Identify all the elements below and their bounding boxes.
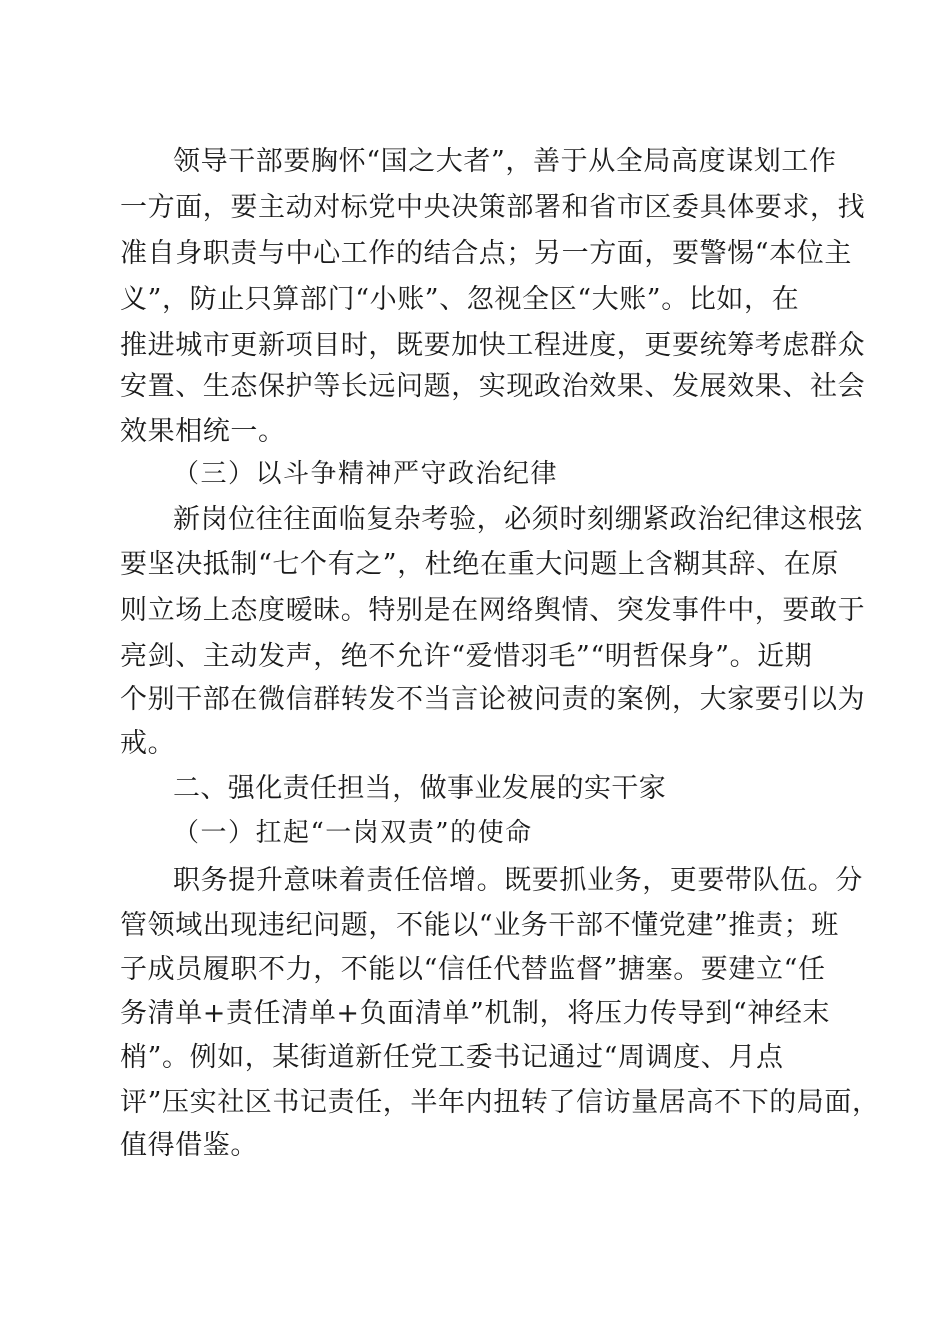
paragraph-line: 安置、生态保护等长远问题，实现政治效果、发展效果、社会 — [120, 371, 866, 402]
paragraph-line: 新岗位往往面临复杂考验，必须时刻绷紧政治纪律这根弦 — [173, 504, 863, 535]
paragraph-line: 领导干部要胸怀“国之大者”，善于从全局高度谋划工作 — [173, 146, 837, 177]
paragraph-line: 要坚决抵制“七个有之”，杜绝在重大问题上含糊其辞、在原 — [120, 549, 839, 580]
paragraph-line: 职务提升意味着责任倍增。既要抓业务，更要带队伍。分 — [173, 865, 863, 896]
paragraph-line: 推进城市更新项目时，既要加快工程进度，更要统筹考虑群众 — [120, 330, 866, 361]
paragraph-line: 准自身职责与中心工作的结合点；另一方面，要警惕“本位主 — [120, 238, 853, 269]
paragraph-line: 义”，防止只算部门“小账”、忽视全区“大账”。比如，在 — [120, 284, 800, 315]
paragraph-line: 则立场上态度暧昧。特别是在网络舆情、突发事件中，要敢于 — [120, 595, 866, 626]
section-heading: 二、强化责任担当，做事业发展的实干家 — [173, 773, 667, 804]
paragraph-line: 个别干部在微信群转发不当言论被问责的案例，大家要引以为 — [120, 684, 866, 715]
paragraph-line: 子成员履职不力，不能以“信任代替监督”搪塞。要建立“任 — [120, 954, 826, 985]
paragraph-line: 值得借鉴。 — [120, 1130, 258, 1161]
paragraph-line: 戒。 — [120, 728, 176, 759]
paragraph-line: 评”压实社区书记责任，半年内扭转了信访量居高不下的局面， — [120, 1087, 880, 1118]
paragraph-line: 务清单+责任清单+负面清单”机制，将压力传导到“神经末 — [120, 998, 831, 1029]
paragraph-line: 梢”。例如，某街道新任党工委书记通过“周调度、月点 — [120, 1042, 784, 1073]
paragraph-line: 效果相统一。 — [120, 416, 286, 447]
subheading: （一）扛起“一岗双责”的使命 — [173, 818, 533, 848]
paragraph-line: 管领域出现违纪问题，不能以“业务干部不懂党建”推责；班 — [120, 910, 839, 941]
paragraph-line: 亮剑、主动发声，绝不允许“爱惜羽毛”“明哲保身”。近期 — [120, 641, 813, 672]
subheading: （三）以斗争精神严守政治纪律 — [173, 459, 559, 489]
paragraph-line: 一方面，要主动对标党中央决策部署和省市区委具体要求，找 — [120, 192, 866, 223]
